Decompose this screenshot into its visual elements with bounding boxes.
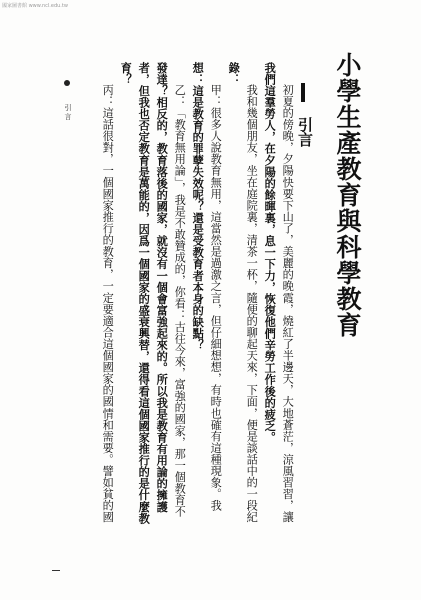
- text-column: 我和幾個朋友，坐在庭院裏，清茶一杯，隨便的聊起天來，下面，便是談話中的一段紀: [245, 84, 259, 523]
- folio-mark: [52, 570, 60, 571]
- text-column: 錄：: [227, 62, 242, 86]
- page-title: 小學生產教育與科學教育: [333, 52, 362, 338]
- margin-dot: [64, 80, 70, 86]
- running-head: 引言: [64, 104, 72, 122]
- text-column: 育？: [119, 62, 134, 86]
- text-column: 甲：很多人說教育無用，這當然是過激之言，但仔細想想，有時也確有這種現象。我: [209, 84, 223, 512]
- text-column: 發達？相反的，教育落後的國家，就沒有一個會富強起來的。所以我是教育有用論的擁護: [155, 62, 170, 513]
- section-heading: 引言: [296, 117, 314, 147]
- text-column: 我們這羣勞人，在夕陽的餘暉裏，息一下力，恢復他們辛勞工作後的疲乏。: [263, 62, 278, 444]
- text-column: 丙：這話很對，一個國家推行的教育，一定要適合這個國家的國情和需要。譬如貧的國: [101, 84, 115, 523]
- text-column: 者，但我也否定教育是萬能的，因爲一個國家的盛衰興替，還得看這個國家推行的是什麼教: [137, 62, 152, 524]
- section-number: [301, 83, 305, 102]
- text-column: 初夏的傍晚，夕陽快要下山了，美麗的晚霞，燒紅了半邊天，大地蒼茫，涼風習習，讓: [281, 84, 295, 523]
- text-column: 想：這是教育的罪孽失效呢？還是受教育者本身的缺點？: [191, 62, 206, 351]
- source-watermark: 國家圖書館 www.ncl.edu.tw: [2, 3, 68, 9]
- text-column: 乙：「教育無用論」，我是不敢贊成的，你看：古往今來，富強的國家，那一個教育不: [173, 84, 187, 518]
